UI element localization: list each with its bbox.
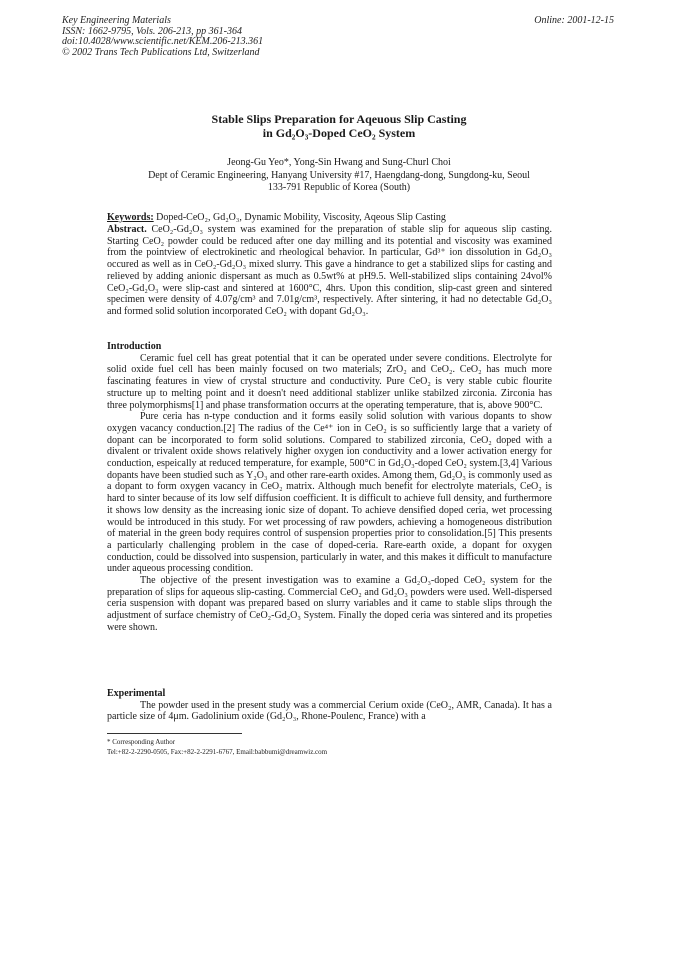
- paper-title-line-2: in Gd₂O₃-Doped CeO₂ System: [262, 126, 416, 140]
- authors: Jeong-Gu Yeo*, Yong-Sin Hwang and Sung-Churl Choi: [227, 157, 451, 168]
- experimental-paragraph: The powder used in the present study was a commercial Cerium oxide (CeO₂, AMR, Canada). It has a particle size of 4μm. Gadolinium oxide (Gd₂O₃, Rhone-Poulenc, France) with a: [107, 699, 552, 723]
- abstract-label: Abstract.: [107, 224, 147, 235]
- footnote-rule: [107, 733, 242, 734]
- keywords-label: Keywords:: [107, 212, 154, 223]
- affiliation-line-1: Dept of Ceramic Engineering, Hanyang University #17, Haengdang-dong, Sungdong-ku, Seoul: [148, 170, 530, 181]
- journal-info: [62, 16, 402, 58]
- keywords-text: Doped-CeO₂, Gd₂O₃, Dynamic Mobility, Viscosity, Aqeous Slip Casting: [153, 212, 446, 223]
- experimental-heading: Experimental: [107, 688, 166, 699]
- intro-paragraph-3: The objective of the present investigation was to examine a Gd₂O₃-doped CeO₂ system for the preparation of slips for aqueous slip-casting. Commercial CeO₂ and Gd₂O₃ powders were used. Well-dispersed ceria suspension with dopant was prepared based on slurry variables and it came to stable slips through the adjustment of surface chemistry of CeO₂-Gd₂O₃ System. Finally the doped ceria was sintered and its propeties were shown.: [107, 575, 552, 633]
- doi-line: doi:10.4028/www.scientific.net/KEM.206-213.361: [62, 36, 264, 47]
- paper-title-line-1: Stable Slips Preparation for Aqeuous Slip Casting: [211, 112, 467, 126]
- copyright-line: © 2002 Trans Tech Publications Ltd, Switzerland: [62, 46, 260, 58]
- footnote: [107, 738, 327, 757]
- intro-paragraph-2: Pure ceria has n-type conduction and it forms easily solid solution with various dopants to show oxygen vacancy conduction.[2] The radius of the Ce⁴⁺ ion in CeO₂ is so sufficiently large that a variety of dopant can be incorporated to form solid solutions. Compared to stabilized zirconia, CeO₂ doped with a divalent or trivalent oxide shows relatively higher oxygen ion conductivity and a lower activation energy for conduction, espeically at reduced temperature, for example, 500°C in Gd₂O₃-doped CeO₂ system.[3,4] Various dopants have been studied such as Y₂O₃ and other rare-earth oxides. Among them, Gd₂O₃ is commonly used as a dopant to form oxygen vacancy in CeO₂ matrix. Although much benefit for electrolyte materials, CeO₂ is hard to sinter because of its low self diffusion coefficient. It is difficult to achieve full density, and furthermore it shows low density as the increasing ionic size of dopant. To achieve densified doped ceria, wet processing would be introduced in this study. For wet processing of raw powders, achieving a homogeneous distribution of material in the green body requires control of suspension properties prior to consolidation.[5] This presents a particularly challenging problem in the case of doped-ceria. Rare-earth oxide, a dopant for oxygen conduction, could be dissolved into suspension, particularly in water, and this makes it difficult to manufacture under aqueous processing condition.: [107, 411, 552, 575]
- introduction-heading: Introduction: [107, 341, 162, 352]
- online-date: Online: 2001-12-15: [534, 15, 614, 26]
- keywords: [107, 212, 552, 224]
- issn-line: ISSN: 1662-9795, Vols. 206-213, pp 361-364: [62, 25, 242, 37]
- footnote-author: * Corresponding Author: [107, 738, 176, 746]
- abstract-text: CeO₂-Gd₂O₃ system was examined for the preparation of stable slip for aqueous slip casting. Starting CeO₂ powder could be reduced after one day milling and its potential and viscosity was examined from the pointview of electrokinetic and rheological behavior. In particular, Gd³⁺ ion dissolution in Gd₂O₃ occured as well as in CeO₂-Gd₂O₃ mixed slurry. This gave a hindrance to get a stabilized slips for casting and relieved by adding anionic dispersant as much as 0.5wt% at pH9.5. Well-stabilized slips containing 24vol% CeO₂-Gd₂O₃ were slip-cast and sintered at 1600°C, 4hrs. Upon this condition, slip-cast green and sintered specimen were density of 4.07g/cm³ and 7.01g/cm³, respectively. After sintering, it had no detectable Gd₂O₃ and formed solid solution incorporated CeO₂ with dopant Gd₂O₃.: [107, 224, 552, 317]
- footnote-contact: Tel:+82-2-2290-0505, Fax:+82-2-2291-6767, Email:babbumi@dreamwiz.com: [107, 747, 328, 756]
- affiliation-line-2: 133-791 Republic of Korea (South): [267, 182, 411, 193]
- experimental-section: [107, 688, 552, 723]
- introduction-section: [107, 341, 552, 634]
- journal-name: Key Engineering Materials: [62, 15, 171, 26]
- intro-paragraph-1: Ceramic fuel cell has great potential that it can be operated under severe conditions. Electrolyte for solid oxide fuel cell has been mainly focused on two materials; ZrO₂ and CeO₂. CeO₂ has much more fascinating features in view of crystal structure and conductivity. Pure CeO₂ is very stable cubic flourite structure up to melting point and it doesn't need additional stablizer unlike stabilzed zirconia. Zirconia has three polymorphisms[1] and phase transformation occurrs at the operating temperature, that is, above 900°C.: [107, 352, 552, 411]
- abstract: [107, 224, 552, 318]
